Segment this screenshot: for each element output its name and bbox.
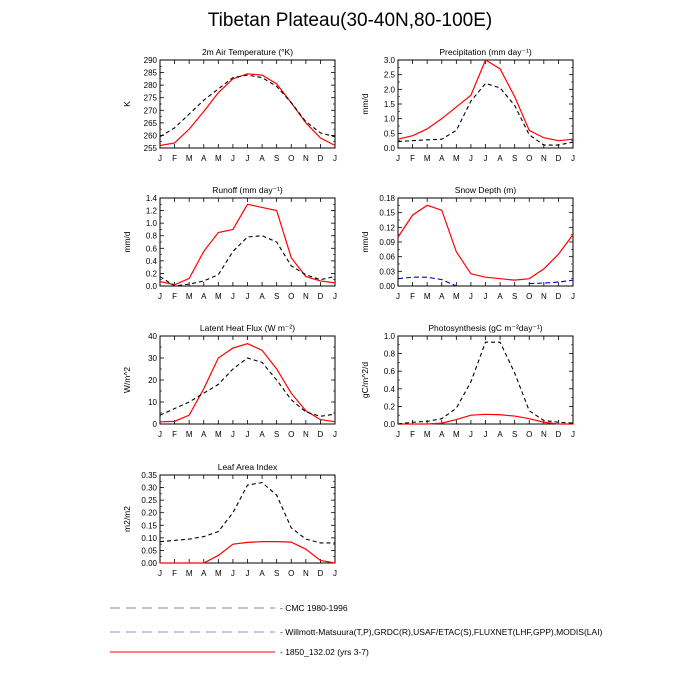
y-axis-label: m2/m2	[122, 506, 132, 532]
y-tick-label: 0.0	[383, 144, 395, 153]
y-tick-label: 0.6	[383, 367, 395, 377]
y-tick-label: 2.0	[383, 85, 395, 95]
x-tick-label: D	[317, 569, 324, 578]
x-tick-label: O	[288, 292, 295, 301]
y-tick-label: 0.0	[383, 420, 395, 429]
y-tick-label: 270	[143, 106, 157, 116]
x-tick-label: M	[423, 154, 431, 163]
y-tick-label: 0	[152, 420, 157, 429]
x-tick-label: S	[273, 154, 280, 163]
series-line-obs_cmc	[160, 358, 335, 416]
x-tick-label: A	[497, 154, 503, 163]
y-tick-label: 275	[143, 93, 157, 103]
x-tick-label: F	[410, 292, 416, 301]
x-tick-label: M	[185, 154, 193, 163]
y-tick-label: 1.0	[145, 219, 157, 229]
y-tick-label: 0.00	[141, 559, 157, 568]
y-tick-label: 0.18	[379, 194, 395, 203]
x-tick-label: J	[158, 430, 162, 439]
x-tick-label: J	[468, 292, 473, 301]
y-tick-label: 280	[143, 81, 157, 91]
y-axis-label: K	[122, 101, 132, 107]
y-tick-label: 290	[143, 56, 157, 65]
x-tick-label: N	[302, 292, 309, 301]
x-tick-label: D	[555, 154, 562, 163]
y-tick-label: 0.10	[141, 533, 157, 543]
x-tick-label: M	[214, 430, 222, 439]
chart-panel-4	[360, 185, 575, 301]
y-tick-label: 0.03	[379, 267, 395, 277]
series-line-model	[160, 204, 335, 284]
legend	[110, 603, 603, 657]
x-tick-label: N	[302, 154, 309, 163]
x-tick-label: O	[288, 569, 295, 578]
y-tick-label: 0.4	[383, 384, 395, 394]
series-line-obs_cmc	[160, 75, 335, 137]
x-tick-label: D	[317, 154, 324, 163]
x-tick-label: J	[396, 154, 400, 163]
y-tick-label: 260	[143, 131, 157, 141]
y-tick-label: 0.2	[145, 269, 157, 279]
x-tick-label: A	[259, 569, 265, 578]
y-tick-label: 30	[148, 354, 157, 363]
y-tick-label: 1.4	[145, 194, 157, 203]
x-tick-label: F	[172, 430, 178, 439]
plot-frame	[160, 198, 335, 286]
x-tick-label: A	[439, 154, 445, 163]
x-tick-label: J	[158, 292, 162, 301]
y-axis-label: mm/d	[360, 93, 370, 115]
y-tick-label: 0.12	[379, 223, 395, 233]
x-tick-label: N	[540, 154, 547, 163]
y-tick-label: 0.06	[379, 252, 395, 262]
chart-panel-2	[360, 47, 575, 163]
x-tick-label: J	[483, 430, 488, 439]
x-tick-label: J	[230, 292, 235, 301]
x-tick-label: J	[230, 154, 235, 163]
x-tick-label: F	[172, 292, 178, 301]
x-tick-label: A	[497, 430, 503, 439]
y-axis-label: mm/d	[122, 231, 132, 253]
plot-frame	[398, 336, 573, 424]
x-tick-label: M	[452, 430, 460, 439]
x-tick-label: A	[497, 292, 503, 301]
x-tick-label: A	[201, 292, 207, 301]
y-tick-label: 1.0	[383, 332, 395, 341]
chart-panel-5	[122, 323, 337, 439]
x-tick-label: J	[333, 430, 337, 439]
x-tick-label: M	[214, 569, 222, 578]
y-tick-label: 40	[148, 332, 157, 341]
chart-panel-7	[122, 462, 337, 578]
plot-frame	[160, 336, 335, 424]
x-tick-label: N	[302, 569, 309, 578]
y-tick-label: 285	[143, 68, 157, 78]
y-tick-label: 0.15	[141, 521, 157, 531]
y-tick-label: 1.5	[383, 100, 395, 109]
y-tick-label: 0.35	[141, 471, 157, 480]
y-tick-label: 0.6	[145, 244, 157, 254]
x-tick-label: J	[245, 430, 250, 439]
series-line-obs_cmc	[160, 483, 335, 543]
plot-frame	[398, 198, 573, 286]
x-tick-label: J	[333, 154, 337, 163]
y-tick-label: 10	[148, 398, 157, 407]
y-tick-label: 0.0	[145, 282, 157, 291]
x-tick-label: F	[410, 430, 416, 439]
x-tick-label: J	[245, 292, 250, 301]
x-tick-label: A	[259, 430, 265, 439]
y-axis-label: gC/m^2/d	[360, 361, 370, 399]
x-tick-label: D	[555, 430, 562, 439]
x-tick-label: M	[452, 292, 460, 301]
x-tick-label: A	[439, 292, 445, 301]
y-tick-label: 0.15	[379, 208, 395, 218]
x-tick-label: F	[172, 154, 178, 163]
plot-frame	[160, 60, 335, 148]
x-tick-label: J	[396, 430, 400, 439]
x-tick-label: S	[511, 430, 518, 439]
x-tick-label: M	[214, 154, 222, 163]
x-tick-label: J	[245, 569, 250, 578]
x-tick-label: A	[201, 154, 207, 163]
y-tick-label: 3.0	[383, 56, 395, 65]
x-tick-label: J	[333, 292, 337, 301]
y-tick-label: 0.2	[383, 402, 395, 412]
x-tick-label: A	[259, 292, 265, 301]
x-tick-label: O	[288, 154, 295, 163]
series-line-model	[160, 344, 335, 422]
x-tick-label: F	[410, 154, 416, 163]
y-axis-label: W/m^2	[122, 366, 132, 394]
series-line-model	[398, 205, 573, 280]
series-line-obs_cmc	[160, 236, 335, 286]
y-tick-label: 1.2	[145, 206, 157, 216]
series-line-obs_cmc	[398, 342, 573, 424]
x-tick-label: J	[396, 292, 400, 301]
y-tick-label: 20	[148, 376, 157, 385]
x-tick-label: N	[540, 430, 547, 439]
y-tick-label: 0.8	[383, 349, 395, 359]
x-tick-label: S	[273, 292, 280, 301]
x-tick-label: M	[185, 292, 193, 301]
x-tick-label: J	[333, 569, 337, 578]
x-tick-label: J	[230, 430, 235, 439]
y-tick-label: 2.5	[383, 70, 395, 80]
y-tick-label: 0.20	[141, 508, 157, 518]
x-tick-label: O	[526, 292, 533, 301]
legend-label-2: - Willmott-Matsuura(T,P),GRDC(R),USAF/ETAC(S),FLUXNET(LHF,GPP),MODIS(LAI)	[280, 627, 603, 637]
x-tick-label: O	[526, 154, 533, 163]
panel-title: Snow Depth (m)	[454, 185, 517, 195]
x-tick-label: D	[317, 292, 324, 301]
y-tick-label: 0.05	[141, 546, 157, 556]
chart-panel-3	[122, 185, 337, 301]
panel-title: Runoff (mm day⁻¹)	[212, 185, 283, 195]
x-tick-label: J	[468, 154, 473, 163]
x-tick-label: J	[483, 154, 488, 163]
panel-title: Precipitation (mm day⁻¹)	[439, 47, 532, 57]
x-tick-label: O	[526, 430, 533, 439]
y-tick-label: 0.8	[145, 231, 157, 241]
y-tick-label: 0.25	[141, 496, 157, 506]
y-tick-label: 255	[143, 144, 157, 153]
series-line-model	[398, 60, 573, 141]
x-tick-label: S	[511, 154, 518, 163]
panel-title: Leaf Area Index	[217, 462, 278, 472]
x-tick-label: F	[172, 569, 178, 578]
series-line-obs_cmc	[398, 83, 573, 145]
y-tick-label: 0.09	[379, 238, 395, 247]
x-tick-label: J	[230, 569, 235, 578]
x-tick-label: D	[317, 430, 324, 439]
x-tick-label: M	[423, 292, 431, 301]
series-line-model	[160, 74, 335, 146]
legend-label-3: - 1850_132.02 (yrs 3-7)	[280, 647, 369, 657]
x-tick-label: A	[201, 569, 207, 578]
x-tick-label: M	[452, 154, 460, 163]
y-axis-label: mm/d	[360, 231, 370, 253]
legend-label-1: - CMC 1980-1996	[280, 603, 348, 613]
x-tick-label: M	[423, 430, 431, 439]
x-tick-label: J	[571, 154, 575, 163]
x-tick-label: M	[185, 569, 193, 578]
x-tick-label: S	[273, 569, 280, 578]
x-tick-label: M	[185, 430, 193, 439]
plot-frame	[160, 475, 335, 563]
y-tick-label: 0.30	[141, 483, 157, 493]
x-tick-label: J	[158, 154, 162, 163]
x-tick-label: O	[288, 430, 295, 439]
x-tick-label: S	[511, 292, 518, 301]
y-tick-label: 0.4	[145, 256, 157, 266]
x-tick-label: A	[201, 430, 207, 439]
y-tick-label: 0.5	[383, 129, 395, 139]
x-tick-label: J	[158, 569, 162, 578]
y-tick-label: 265	[143, 118, 157, 128]
x-tick-label: N	[540, 292, 547, 301]
plot-frame	[398, 60, 573, 148]
figure-title: Tibetan Plateau(30-40N,80-100E)	[207, 10, 493, 31]
chart-panel-6	[360, 323, 575, 439]
x-tick-label: M	[214, 292, 222, 301]
x-tick-label: J	[468, 430, 473, 439]
x-tick-label: S	[273, 430, 280, 439]
panel-title: 2m Air Temperature (°K)	[201, 47, 294, 57]
x-tick-label: J	[571, 430, 575, 439]
panel-title: Photosynthesis (gC m⁻²day⁻¹)	[428, 323, 543, 333]
x-tick-label: D	[555, 292, 562, 301]
panel-title: Latent Heat Flux (W m⁻²)	[199, 323, 296, 333]
x-tick-label: A	[439, 430, 445, 439]
x-tick-label: J	[245, 154, 250, 163]
x-tick-label: J	[571, 292, 575, 301]
x-tick-label: J	[483, 292, 488, 301]
x-tick-label: N	[302, 430, 309, 439]
x-tick-label: A	[259, 154, 265, 163]
y-tick-label: 1.0	[383, 114, 395, 124]
y-tick-label: 0.00	[379, 282, 395, 291]
chart-panel-1	[122, 47, 337, 163]
